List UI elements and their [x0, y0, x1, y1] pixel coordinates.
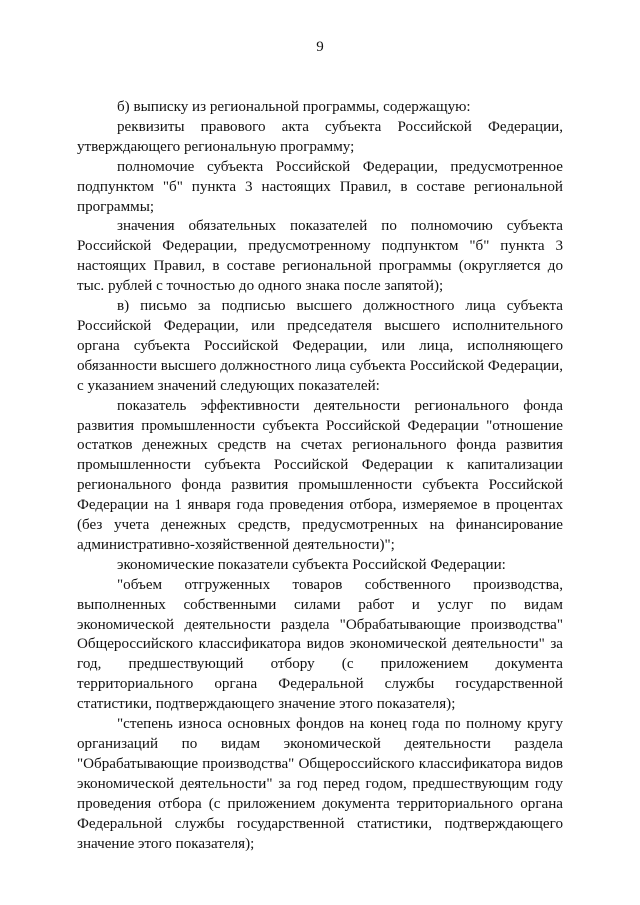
paragraph-mandatory-indicators: значения обязательных показателей по полномочию субъекта Российской Федерации, предусмотренному подпунктом "б" пункта 3 настоящих Правил, в составе региональной программы (округляется до тыс. рублей с точностью до одного знака после запятой);: [77, 218, 563, 295]
document-body: [77, 98, 563, 854]
paragraph-extract-regional-program: б) выписку из региональной программы, содержащую:: [117, 99, 471, 115]
paragraph-economic-indicators-heading: экономические показатели субъекта Российской Федерации:: [117, 556, 506, 573]
paragraph-shipped-goods-volume: "объем отгруженных товаров собственного производства, выполненных собственными силами работ и услуг по видам экономической деятельности раздела "Обрабатывающие производства" Общероссийского классификатора видов экономической деятельности" за год, предшествующий отбору (с приложением документа территориального органа Федеральной службы государственной статистики, подтверждающего значение этого показателя);: [77, 576, 563, 713]
paragraph-subject-authority: полномочие субъекта Российской Федерации, предусмотренное подпунктом "б" пункта 3 настоящих Правил, в составе региональной программы;: [77, 158, 563, 215]
paragraph-official-letter: в) письмо за подписью высшего должностного лица субъекта Российской Федерации, или председателя высшего исполнительного органа субъекта Российской Федерации, или лица, исполняющего обязанности высшего должностного лица субъекта Российской Федерации, с указанием значений следующих показателей:: [77, 298, 563, 394]
page-number: 9: [316, 39, 324, 55]
paragraph-fixed-assets-depreciation: "степень износа основных фондов на конец года по полному кругу организаций по видам экономической деятельности раздела "Обрабатывающие производства" Общероссийского классификатора видов экономической деятельности" за год перед годом, предшествующим году проведения отбора (с приложением документа территориального органа Федеральной службы государственной статистики, подтверждающего значение этого показателя);: [77, 716, 563, 852]
paragraph-legal-act-details: реквизиты правового акта субъекта Российской Федерации, утверждающего региональную программу;: [77, 118, 563, 155]
paragraph-fund-efficiency-indicator: показатель эффективности деятельности регионального фонда развития промышленности субъекта Российской Федерации "отношение остатков денежных средств на счетах регионального фонда развития промышленности субъекта Российской Федерации к капитализации регионального фонда развития промышленности субъекта Российской Федерации на 1 января года проведения отбора, измеряемое в процентах (без учета денежных средств, предусмотренных на финансирование административно-хозяйственной деятельности)";: [77, 397, 563, 553]
